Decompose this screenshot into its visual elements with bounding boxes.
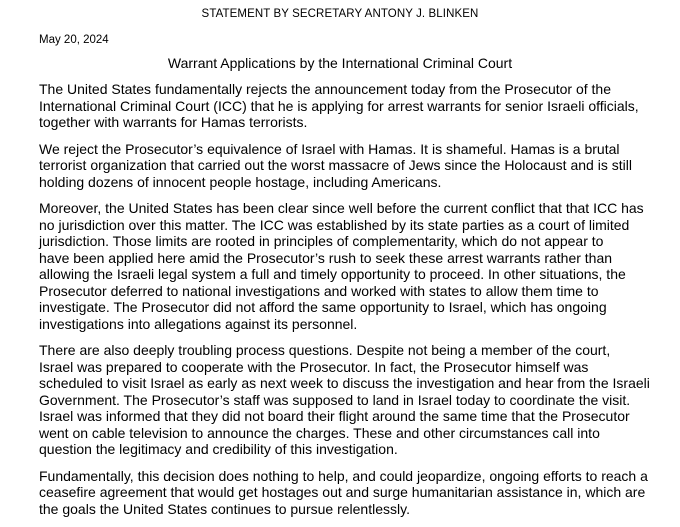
statement-date: May 20, 2024: [39, 34, 109, 46]
paragraph-jurisdiction: Moreover, the United States has been clear since well before the current conflict that that ICC has no jurisdiction over this matter. The ICC was established by its state parties as a court of limited jurisdiction. Those limits are rooted in principles of complementarity, which do not appear to have been applied here amid the Prosecutor’s rush to seek these arrest warrants rather than allowing the Israeli legal system a full and timely opportunity to proceed. In other situations, the Prosecutor deferred to national investigations and worked with states to allow them time to investigate. The Prosecutor did not afford the same opportunity to Israel, which has ongoing investigations into allegations against its personnel.: [39, 200, 644, 332]
paragraph-process: There are also deeply troubling process questions. Despite not being a member of the court, Israel was prepared to cooperate with the Prosecutor. In fact, the Prosecutor himself was scheduled to visit Israel as early as next week to discuss the investigation and hear from the Israeli Government. The Prosecutor’s staff was supposed to land in Israel today to coordinate the visit. Israel was informed that they did not board their flight around the same time that the Prosecutor went on cable television to announce the charges. These and other circumstances call into question the legitimacy and credibility of this investigation.: [39, 342, 650, 457]
paragraph-conclusion: Fundamentally, this decision does nothing to help, and could jeopardize, ongoing efforts to reach a ceasefire agreement that would get hostages out and surge humanitarian assistance in, which are the goals the United States continues to pursue relentlessly.: [39, 467, 648, 517]
paragraph-rejection: The United States fundamentally rejects the announcement today from the Prosecutor of the International Criminal Court (ICC) that he is applying for arrest warrants for senior Israeli officials, together with warrants for Hamas terrorists.: [39, 81, 639, 130]
paragraph-equivalence: We reject the Prosecutor’s equivalence of Israel with Hamas. It is shameful. Hamas is a brutal terrorist organization that carried out the worst massacre of Jews since the Holocaust and is still holding dozens of innocent people hostage, including Americans.: [39, 140, 632, 190]
document-title: Warrant Applications by the International Criminal Court: [167, 55, 513, 71]
statement-body: [39, 81, 664, 527]
statement-header: STATEMENT BY SECRETARY ANTONY J. BLINKEN: [201, 8, 479, 20]
